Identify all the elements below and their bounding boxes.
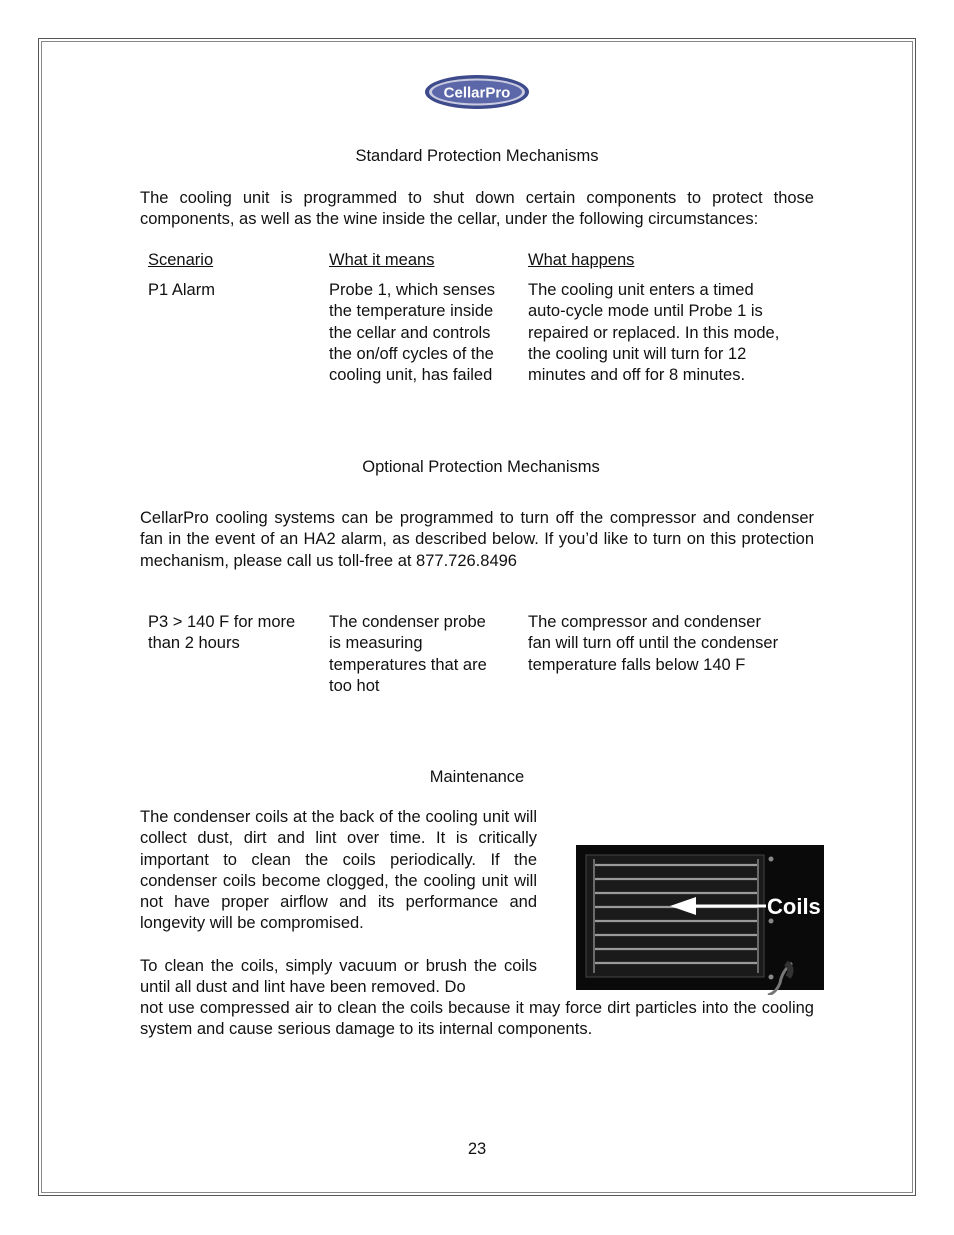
maintenance-para-2-end: not use compressed air to clean the coils because it may force dirt particles into the cooling system and cause serious damage to its internal components.	[140, 999, 814, 1039]
p3-scenario-line: P3 > 140 F for more	[148, 613, 296, 631]
p3-meaning-line: The condenser probe	[329, 613, 486, 631]
maintenance-para-2-start: To clean the coils, simply vacuum or brush the coils until all dust and lint have been removed. Do	[140, 957, 537, 997]
p1-meaning	[329, 280, 519, 386]
p1-meaning-line: the on/off cycles of the	[329, 344, 494, 363]
p1-meaning-line: cooling unit, has failed	[329, 366, 493, 385]
p1-meaning-line: the cellar and controls	[329, 323, 491, 342]
p3-meaning	[329, 612, 519, 697]
p1-result-line: The cooling unit enters a timed	[528, 281, 754, 299]
logo-text: CellarPro	[443, 84, 511, 102]
maintenance-heading: Maintenance	[429, 768, 525, 786]
p1-result-line: the cooling unit will turn for 12	[528, 344, 747, 363]
p3-meaning-line: is measuring	[329, 634, 423, 653]
optional-heading: Optional Protection Mechanisms	[362, 458, 600, 476]
page-number: 23	[467, 1140, 487, 1158]
p1-result-line: repaired or replaced. In this mode,	[528, 323, 780, 342]
p3-result-line: The compressor and condenser	[528, 613, 761, 631]
column-header-meaning: What it means	[329, 251, 435, 269]
p3-result-line: temperature falls below 140 F	[528, 655, 746, 674]
p1-meaning-line: Probe 1, which senses	[329, 281, 496, 299]
maintenance-para-1: The condenser coils at the back of the cooling unit will collect dust, dirt and lint over time. It is critically important to clean the coils periodically. If the condenser coils become clogged, the cooling unit will not have proper airflow and its performance and longevity will be compromised.	[140, 808, 537, 933]
p3-meaning-line: too hot	[329, 676, 380, 695]
p1-result-line: minutes and off for 8 minutes.	[528, 366, 746, 385]
optional-intro: CellarPro cooling systems can be programmed to turn off the compressor and condenser fan in the event of an HA2 alarm, as described below. If you’d like to turn on this protection mechanism, please call us toll-free at 877.726.8496	[140, 509, 814, 570]
column-header-result: What happens	[528, 251, 635, 269]
p3-scenario	[148, 612, 323, 655]
p3-result-line: fan will turn off until the condenser	[528, 634, 779, 653]
standard-intro: The cooling unit is programmed to shut down certain components to protect those components, as well as the wine inside the cellar, under the following circumstances:	[140, 189, 814, 229]
p3-scenario-line: than 2 hours	[148, 634, 240, 653]
coils-label: Coils	[767, 894, 821, 919]
p3-result	[528, 612, 818, 676]
p1-meaning-line: the temperature inside	[329, 302, 494, 321]
standard-heading: Standard Protection Mechanisms	[355, 147, 599, 165]
column-header-scenario: Scenario	[148, 251, 214, 269]
condenser-coils-photo	[576, 845, 824, 995]
p1-result-line: auto-cycle mode until Probe 1 is	[528, 302, 763, 321]
p1-result	[528, 280, 818, 386]
p3-meaning-line: temperatures that are	[329, 655, 487, 674]
cellarpro-logo	[424, 74, 530, 110]
p1-scenario: P1 Alarm	[148, 281, 215, 299]
